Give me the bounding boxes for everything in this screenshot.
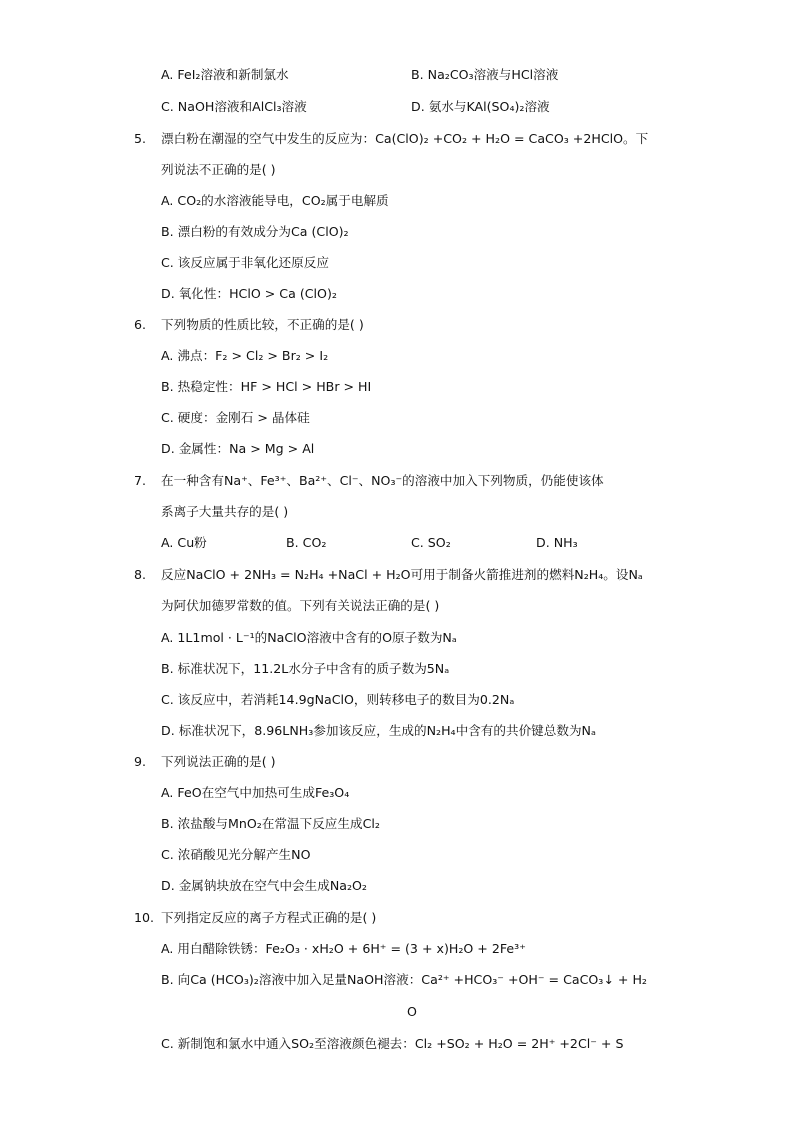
q4-option-a: A. FeI₂溶液和新制氯水 — [161, 67, 289, 82]
question-number: 8. — [134, 567, 147, 582]
q4-option-b: B. Na₂CO₃溶液与HCl溶液 — [411, 67, 559, 82]
question-number: 10. — [134, 910, 155, 925]
question-number: 6. — [134, 317, 147, 332]
q9-option-c: C. 浓硝酸见光分解产生NO — [161, 847, 311, 862]
q7-stem: 在一种含有Na⁺、Fe³⁺、Ba²⁺、Cl⁻、NO₃⁻的溶液中加入下列物质，仍能使该体 — [161, 473, 604, 488]
q6-option-b: B. 热稳定性：HF > HCl > HBr > HI — [161, 379, 372, 394]
q9-option-b: B. 浓盐酸与MnO₂在常温下反应生成Cl₂ — [161, 816, 380, 831]
q8-stem-cont: 为阿伏加德罗常数的值。下列有关说法正确的是( ) — [161, 598, 440, 613]
q5-stem: 漂白粉在潮湿的空气中发生的反应为：Ca(ClO)₂ +CO₂ + H₂O = CaCO₃ +2HClO。下 — [161, 131, 649, 146]
q4-option-d: D. 氨水与KAl(SO₄)₂溶液 — [411, 99, 550, 114]
q6-option-c: C. 硬度：金刚石 > 晶体硅 — [161, 410, 310, 425]
q6-option-d: D. 金属性：Na > Mg > Al — [161, 441, 315, 456]
q5-option-c: C. 该反应属于非氧化还原反应 — [161, 255, 329, 270]
q10-option-b-cont: O — [407, 1004, 417, 1019]
q8-stem: 反应NaClO + 2NH₃ = N₂H₄ +NaCl + H₂O可用于制备火箭推进剂的燃料N₂H₄。设Nₐ — [161, 567, 643, 582]
q9-stem: 下列说法正确的是( ) — [161, 754, 276, 769]
q8-option-c: C. 该反应中，若消耗14.9gNaClO，则转移电子的数目为0.2Nₐ — [161, 692, 515, 707]
q9-option-a: A. FeO在空气中加热可生成Fe₃O₄ — [161, 785, 350, 800]
q8-option-b: B. 标准状况下，11.2L水分子中含有的质子数为5Nₐ — [161, 661, 450, 676]
q7-option-b: B. CO₂ — [286, 535, 327, 550]
q5-stem-cont: 列说法不正确的是( ) — [161, 162, 276, 177]
q6-stem: 下列物质的性质比较，不正确的是( ) — [161, 317, 364, 332]
question-number: 7. — [134, 473, 147, 488]
q7-option-a: A. Cu粉 — [161, 535, 207, 550]
q6-option-a: A. 沸点：F₂ > Cl₂ > Br₂ > I₂ — [161, 348, 329, 363]
q8-option-a: A. 1L1mol · L⁻¹的NaClO溶液中含有的O原子数为Nₐ — [161, 630, 457, 645]
q10-option-b: B. 向Ca (HCO₃)₂溶液中加入足量NaOH溶液：Ca²⁺ +HCO₃⁻ +OH⁻ = CaCO₃↓ + H₂ — [161, 972, 647, 987]
q5-option-d: D. 氧化性：HClO > Ca (ClO)₂ — [161, 286, 337, 301]
q10-option-a: A. 用白醋除铁锈：Fe₂O₃ · xH₂O + 6H⁺ = (3 + x)H₂O + 2Fe³⁺ — [161, 941, 526, 956]
q9-option-d: D. 金属钠块放在空气中会生成Na₂O₂ — [161, 878, 367, 893]
q10-option-c: C. 新制饱和氯水中通入SO₂至溶液颜色褪去：Cl₂ +SO₂ + H₂O = 2H⁺ +2Cl⁻ + S — [161, 1036, 624, 1051]
q10-stem: 下列指定反应的离子方程式正确的是( ) — [161, 910, 377, 925]
q7-option-c: C. SO₂ — [411, 535, 451, 550]
q8-option-d: D. 标准状况下，8.96LNH₃参加该反应，生成的N₂H₄中含有的共价键总数为Nₐ — [161, 723, 596, 738]
q7-option-d: D. NH₃ — [536, 535, 578, 550]
q5-option-b: B. 漂白粉的有效成分为Ca (ClO)₂ — [161, 224, 349, 239]
q4-option-c: C. NaOH溶液和AlCl₃溶液 — [161, 99, 307, 114]
q5-option-a: A. CO₂的水溶液能导电，CO₂属于电解质 — [161, 193, 389, 208]
question-number: 9. — [134, 754, 147, 769]
question-number: 5. — [134, 131, 147, 146]
q7-stem-cont: 系离子大量共存的是( ) — [161, 504, 289, 519]
